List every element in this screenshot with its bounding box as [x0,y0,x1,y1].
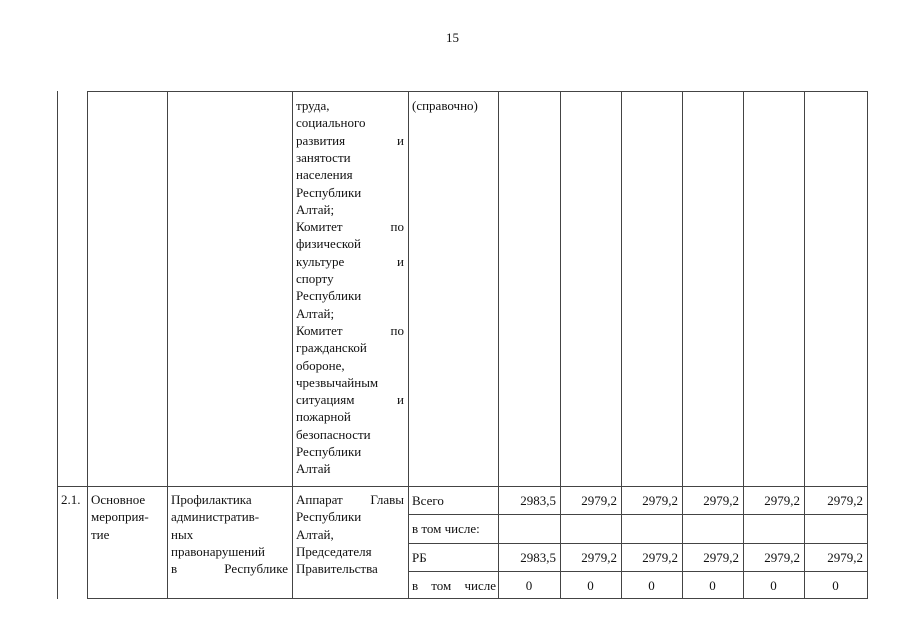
column-divider [804,91,805,599]
responsible-executor-line: населения [296,167,353,183]
responsible-executor-line-word: по [390,322,404,338]
page-number: 15 [446,30,459,45]
source-label: РБ [412,550,427,565]
responsible-executor-line-word: и [397,253,404,269]
column-divider [87,91,88,599]
column-divider [682,91,683,599]
activity-name-line: Профилактика [171,492,252,507]
funding-value: 2979,2 [581,493,617,508]
responsible-executor-line: Республики [296,288,362,304]
responsible-executor-line [296,391,404,408]
responsible-executor-line [296,218,404,235]
table-left-border [57,91,58,599]
funding-value: 2979,2 [703,493,739,508]
funding-value: 0 [648,578,655,593]
activity-type-line: мероприя- [91,509,149,525]
source-note: (справочно) [412,98,478,113]
activity-name-line-word: в [171,561,178,577]
source-label [412,577,496,594]
funding-value: 2983,5 [520,550,556,565]
sub-row-divider [408,543,868,544]
responsible-executor-line [296,132,404,149]
responsible-executor-line-word: ситуациям [296,392,355,408]
column-divider [743,91,744,599]
responsible-executor-line: социального [296,115,366,131]
responsible-executor-line: обороне, [296,357,345,373]
source-label: в том числе: [412,521,480,536]
executor-line-word: Главы [370,492,404,507]
responsible-executor-line [296,322,404,339]
table-bottom-border [87,598,868,599]
funding-value: 2979,2 [581,550,617,565]
source-label: Всего [412,493,444,508]
activity-name-line [171,560,288,577]
funding-value: 2983,5 [520,493,556,508]
funding-value: 2979,2 [827,493,863,508]
responsible-executor-line: пожарной [296,409,351,425]
responsible-executor-line [296,253,404,270]
funding-value: 2979,2 [827,550,863,565]
responsible-executor-line: гражданской [296,340,367,356]
column-divider [560,91,561,599]
column-divider [867,91,868,599]
column-divider [167,91,168,599]
funding-value: 0 [525,578,533,593]
funding-value: 2979,2 [642,493,678,508]
funding-value: 2979,2 [642,550,678,565]
responsible-executor-line: Алтай; [296,201,335,217]
row-number: 2.1. [61,492,81,507]
responsible-executor-line: спорту [296,271,334,286]
funding-value: 0 [832,578,839,593]
row-divider [57,486,868,487]
activity-name-line-word: Республике [224,561,288,577]
column-divider [621,91,622,599]
source-label-word: том [431,578,452,593]
responsible-executor-line: чрезвычайным [296,374,379,390]
executor-line-word: Аппарат [296,492,343,507]
responsible-executor-line: физической [296,236,361,252]
table-top-border [87,91,868,92]
sub-row-divider [408,571,868,572]
activity-type-line: Основное [91,492,146,507]
funding-value: 2979,2 [703,550,739,565]
responsible-executor-line: Республики [296,444,362,459]
responsible-executor-line: Алтай [296,461,331,477]
responsible-executor-line: Алтай; [296,305,335,321]
executor-line: Правительства [296,561,378,577]
activity-type-line: тие [91,526,110,542]
executor-line: Алтай, [296,526,334,542]
column-divider [498,91,499,599]
executor-line [296,491,404,508]
responsible-executor-line-word: развития [296,132,346,148]
responsible-executor-line-word: по [390,219,404,235]
executor-line: Председателя [296,543,372,559]
responsible-executor-line-word: и [397,392,404,408]
source-label-word: числе [464,578,496,593]
sub-row-divider [408,514,868,515]
activity-name-line: ных [171,526,194,542]
activity-name-line: правонарушений [171,543,265,559]
funding-value: 2979,2 [764,493,800,508]
funding-value: 2979,2 [764,550,800,565]
funding-value: 0 [587,578,594,593]
responsible-executor-line: безопасности [296,426,371,442]
responsible-executor-line: занятости [296,149,351,165]
activity-name-line: административ- [171,509,260,525]
responsible-executor-line-word: и [397,132,404,148]
responsible-executor-line-word: Комитет [296,322,343,338]
funding-value: 0 [709,578,716,593]
source-label-word: в [412,578,419,593]
column-divider [292,91,293,599]
responsible-executor-line-word: Комитет [296,219,343,235]
responsible-executor-line: труда, [296,98,330,113]
responsible-executor-line: Республики [296,184,362,200]
funding-value: 0 [770,578,777,593]
executor-line: Республики [296,509,362,525]
responsible-executor-line-word: культуре [296,253,345,269]
column-divider [408,91,409,599]
